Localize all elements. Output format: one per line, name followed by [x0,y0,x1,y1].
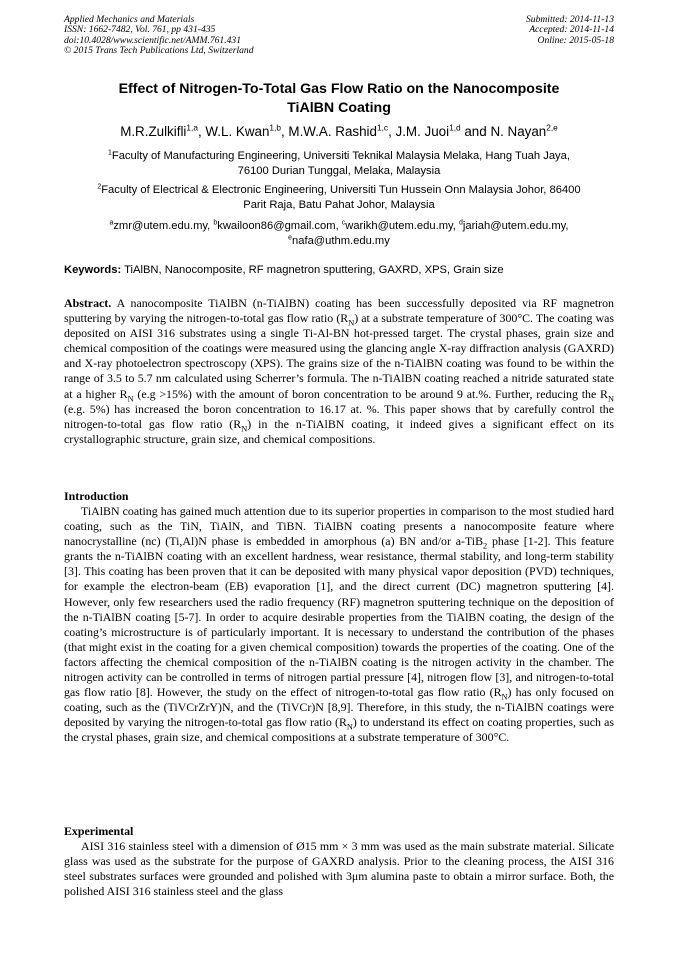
title-line: TiAlBN Coating [287,100,391,116]
email[interactable]: $^c$warikh@utem.edu.my [341,219,453,232]
abstract-label: Abstract. [64,296,112,310]
journal-line: Applied Mechanics and Materials [64,14,195,25]
abstract-text: A nanocomposite TiAlBN (n-TiAlBN) coating has been successfully deposited via RF magnetron sputtering by varying the nitrogen-to-total gas flow ratio $(R_N)$ at a substrate temperature of 300°C. The coating was deposited on AISI 316 substrates using a single Ti-Al-BN hot-pressed target. The crystal phases, grain size and chemical composition of the coatings were measured using the glancing angle X-ray diffraction analysis (GAXRD) and X-ray photoelectron spectroscopy (XPS). The grains size of the n-TiAlBN coating was found to be within the range of 3.5 to 5.7 nm calculated using Scherrer’s formula. The n-TiAlBN coating reached a nitride saturated state at a higher $R_N$ (e.g >15%) with the amount of boron concentration to be around 9 at.%. Further, reducing the $R_N$ (e.g. 5%) has increased the boron concentration to 16.17 at. %. This paper shows that by carefully control the nitrogen-to-total gas flow ratio $(R_N)$ in the n-TiAlBN coating, it indeed gives a significant effect on its crystallographic structure, grain size, and chemical compositions. [64,296,614,446]
journal-line: doi:10.4028/www.scientific.net/AMM.761.431 [64,34,242,46]
keywords-text: TiAlBN, Nanocomposite, RF magnetron sputtering, GAXRD, XPS, Grain size [124,264,504,276]
journal-info [64,15,254,57]
experimental-text: AISI 316 stainless steel with a dimension of Ø15 mm × 3 mm was used as the main substrate material. Silicate glass was used as the substrate for the purpose of GAXRD analysis. Prior to the cleaning process, the AISI 316 steel substrates surfaces were grounded and polished with 3μm alumina paste to obtain a mirror surface. Both, the polished AISI 316 stainless steel and the glass [64,839,614,899]
author: J.M. Juoi$^{1,d}$ and [395,122,491,139]
author: N. Nayan$^{2,e}$ [490,122,558,139]
section-heading-introduction: Introduction [64,489,129,503]
keywords-label: Keywords: [64,264,122,276]
abstract [64,296,614,447]
email-list: $^a$zmr@utem.edu.my, $^b$kwailoon86@gmail.com, $^c$warikh@utem.edu.my, $^d$jariah@utem.edu.my, $^e$nafa@uthm.edu.my [109,219,569,247]
author: M.R.Zulkifli$^{1,a}$, [120,122,206,139]
date-line: Online: 2015-05-18 [537,34,614,46]
email[interactable]: $^a$zmr@utem.edu.my [109,219,208,232]
journal-line: © 2015 Trans Tech Publications Ltd, Switzerland [64,45,254,57]
email[interactable]: $^b$kwailoon86@gmail.com [213,219,336,232]
journal-line: ISSN: 1662-7482, Vol. 761, pp 431-435 [64,24,216,36]
section-heading-experimental: Experimental [64,824,134,838]
author-list [64,123,614,140]
email[interactable]: $^e$nafa@uthm.edu.my [288,234,390,247]
title-line: Effect of Nitrogen-To-Total Gas Flow Ratio on the Nanocomposite [118,81,560,97]
paper-title [64,80,614,118]
keywords [64,263,614,278]
date-line: Submitted: 2014-11-13 [525,14,614,25]
affiliation: $^1$Faculty of Manufacturing Engineering, Universiti Teknikal Malaysia Melaka, Hang Tuah Jaya, 76100 Durian Tunggal, Melaka, Malaysia [108,149,570,177]
affiliation: $^2$Faculty of Electrical & Electronic Engineering, Universiti Tun Hussein Onn Malaysia Johor, 86400 Parit Raja, Batu Pahat Johor, Malaysia [97,183,581,211]
author: W.L. Kwan$^{1,b}$, [205,122,289,139]
submission-dates [526,15,614,46]
email[interactable]: $^d$jariah@utem.edu.my [459,219,566,232]
author: M.W.A. Rashid$^{1,c}$, [288,122,396,139]
introduction-text: TiAlBN coating has gained much attention due to its superior properties in comparison to the most studied hard coating, such as the TiN, TiAlN, and TiBN. TiAlBN coating presents a nanocomposite feature where nanocrystalline (nc) (Ti,Al)N phase is embedded in amorphous (a) BN and/or a-TiB$_2$ phase [1-2]. This feature grants the n-TiAlBN coating with an excellent hardness, wear resistance, thermal stability, and long-term stability [3]. This coating has been proven that it can be deposited with many physical vapor deposition (PVD) techniques, for example the electron-beam (EB) evaporation [1], and the direct current (DC) magnetron sputtering [4]. However, only few researchers used the radio frequency (RF) magnetron sputtering technique on the deposition of the n-TiAlBN coating [5-7]. In order to acquire desirable properties from the TiAlBN coating, the design of the coating’s microstructure is of particularly important. It is necessary to understand the contribution of the phases (that might exist in the coating for a given chemical composition) towards the properties of the coating. One of the factors affecting the chemical composition of the n-TiAlBN coating is the nitrogen activity in the chamber. The nitrogen activity can be controlled in terms of nitrogen partial pressure [4], nitrogen flow [3], and nitrogen-to-total gas flow ratio [8]. However, the study on the effect of nitrogen-to-total gas flow ratio $(R_N)$ has only focused on coating, such as the (TiVCrZrY)N, and the (TiVCr)N [8,9]. Therefore, in this study, the n-TiAlBN coatings were deposited by varying the nitrogen-to-total gas flow ratio $(R_N)$ to understand its effect on coating properties, such as the crystal phases, grain size, and chemical compositions at a substrate temperature of 300°C. [64,504,614,745]
date-line: Accepted: 2014-11-14 [529,24,614,36]
